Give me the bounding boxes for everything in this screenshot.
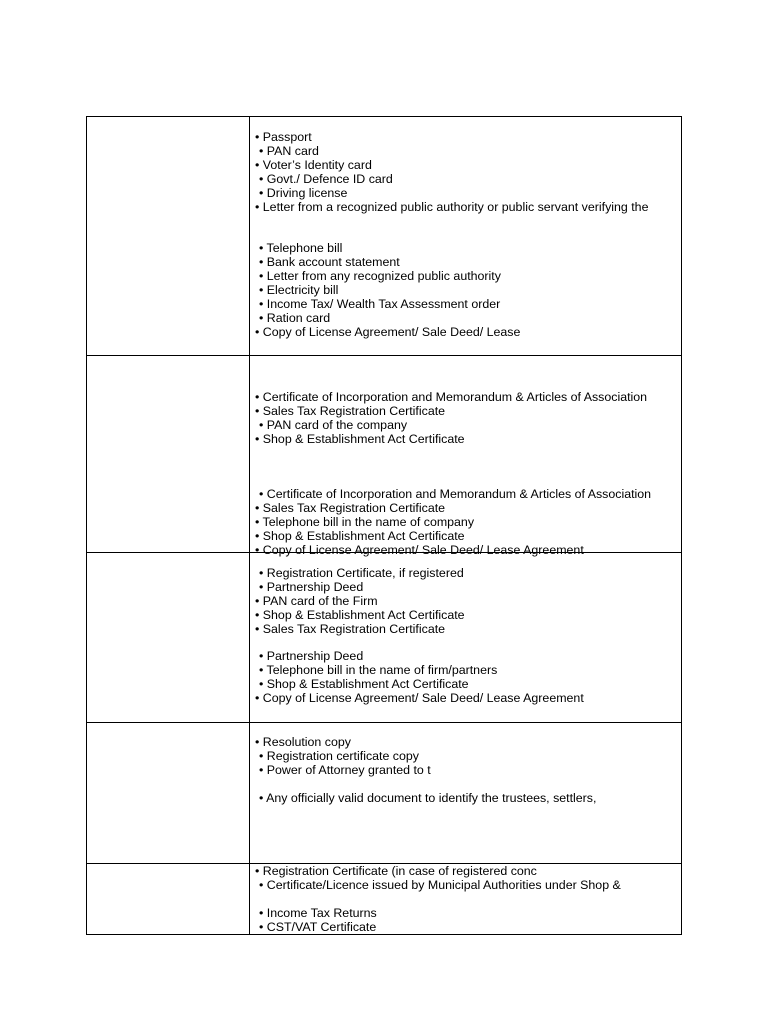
list-item: • Shop & Establishment Act Certificate (255, 528, 465, 543)
list-item: • CST/VAT Certificate (259, 919, 377, 934)
list-item: • Sales Tax Registration Certificate (255, 621, 446, 636)
row-label-cell (87, 553, 250, 723)
document-list-cell (250, 117, 682, 356)
list-item: • Registration Certificate (in case of registered conc (255, 864, 537, 878)
list-item: • Electricity bill (259, 282, 339, 297)
list-item: • Shop & Establishment Act Certificate (255, 431, 465, 446)
list-item: • Sales Tax Registration Certificate (255, 501, 446, 516)
list-item: • Partnership Deed (259, 649, 364, 664)
document-list-cell (250, 723, 682, 864)
list-item: • Shop & Establishment Act Certificate (255, 607, 465, 622)
list-item: • PAN card of the company (259, 417, 408, 432)
list-item: • Resolution copy (255, 735, 351, 749)
document-list-cell (250, 864, 682, 935)
list-item: • Ration card (259, 310, 331, 325)
list-item: • Passport (255, 130, 312, 144)
document-list-cell (250, 553, 682, 723)
list-item: • Certificate/Licence issued by Municipal Authorities under Shop & (259, 877, 621, 892)
list-item: • Income Tax Returns (259, 905, 377, 920)
list-item: • Sales Tax Registration Certificate (255, 403, 446, 418)
list-item: • Registration Certificate, if registered (259, 566, 464, 580)
list-item: • PAN card (259, 143, 319, 158)
document-table (86, 116, 682, 935)
list-item: • Bank account statement (259, 255, 400, 270)
list-item: • PAN card of the Firm (255, 593, 378, 608)
list-item: • Telephone bill in the name of company (255, 515, 475, 529)
list-item: • Voter’s Identity card (255, 157, 372, 172)
list-item: • Copy of License Agreement/ Sale Deed/ Lease (255, 324, 521, 339)
list-item: • Letter from a recognized public authority or public servant verifying the (255, 199, 649, 214)
list-item: • Letter from any recognized public authority (259, 269, 501, 283)
list-item: • Telephone bill in the name of firm/partners (259, 663, 498, 678)
table-row (87, 553, 682, 723)
list-item: • Any officially valid document to identify the trustees, settlers, (259, 790, 597, 805)
list-item: • Driving license (259, 185, 348, 200)
table-row (87, 723, 682, 864)
list-item: • Govt./ Defence ID card (259, 171, 393, 186)
row-label-cell (87, 356, 250, 553)
list-item: • Certificate of Incorporation and Memorandum & Articles of Association (255, 389, 648, 404)
row-label-cell (87, 117, 250, 356)
row-label-cell (87, 723, 250, 864)
row-label-cell (87, 864, 250, 935)
list-item: • Certificate of Incorporation and Memorandum & Articles of Association (259, 487, 652, 502)
list-item: • Partnership Deed (259, 579, 364, 594)
list-item: • Shop & Establishment Act Certificate (259, 677, 469, 692)
document-list-cell (250, 356, 682, 557)
list-item: • Telephone bill (259, 241, 343, 256)
list-item: • Income Tax/ Wealth Tax Assessment order (259, 296, 501, 311)
list-item: • Registration certificate copy (259, 748, 419, 763)
table-row (87, 117, 682, 356)
list-item: • Copy of License Agreement/ Sale Deed/ Lease Agreement (255, 691, 584, 706)
list-item: • Power of Attorney granted to t (259, 762, 431, 777)
table-row (87, 356, 682, 553)
table-row (87, 864, 682, 935)
list-item: • Copy of License Agreement/ Sale Deed/ Lease Agreement (255, 542, 584, 557)
